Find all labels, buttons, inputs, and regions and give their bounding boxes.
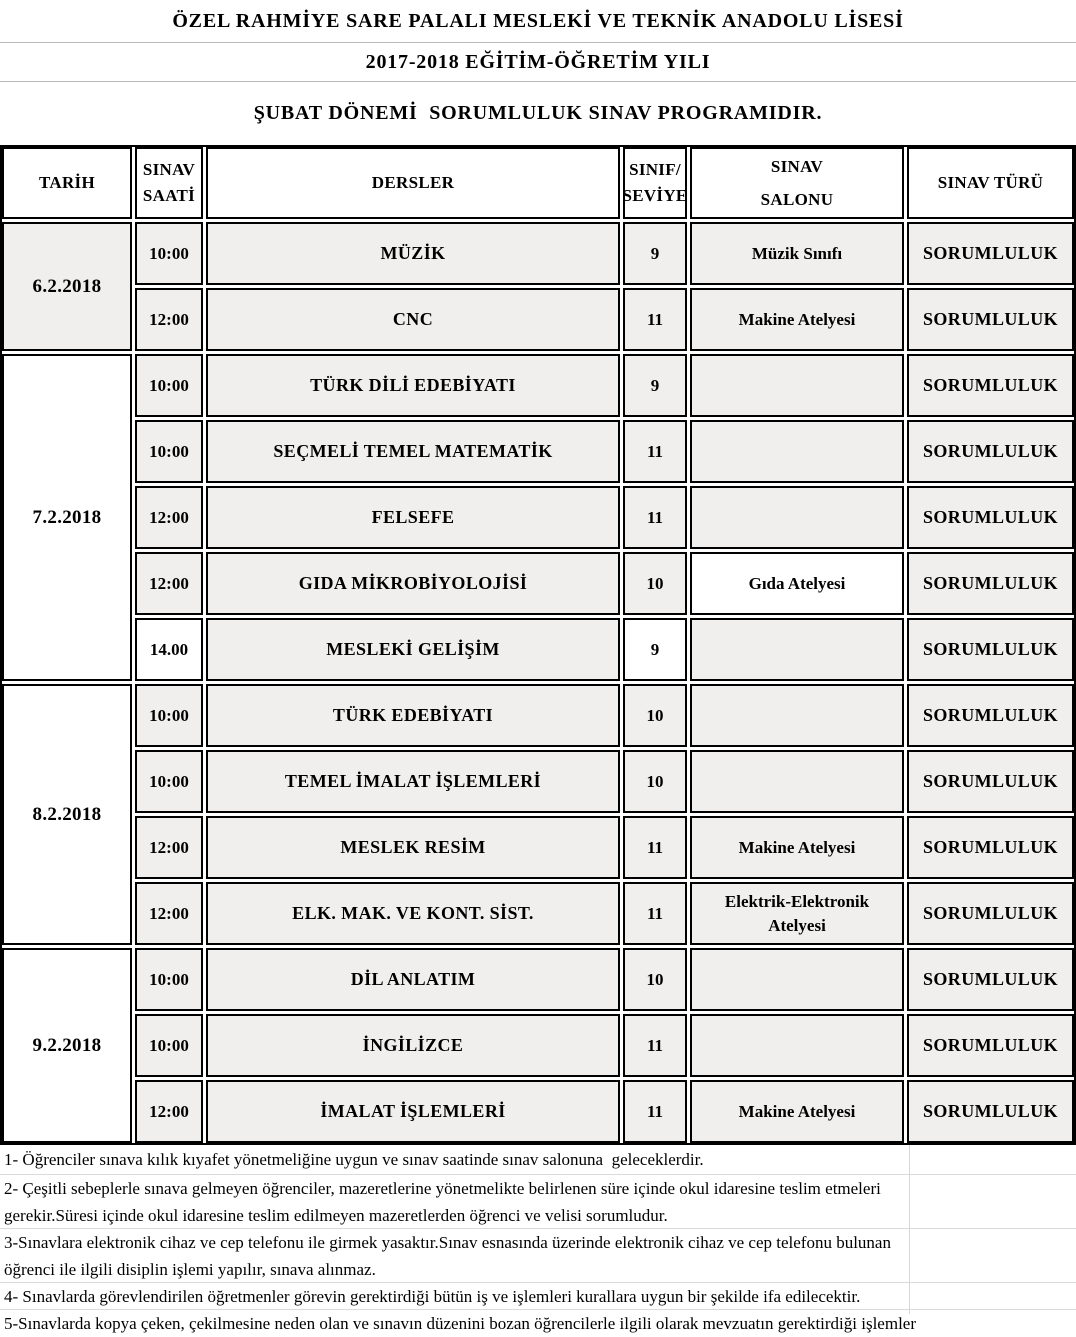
room-cell: Makine Atelyesi xyxy=(690,1080,904,1143)
grade-cell: 10 xyxy=(623,552,687,615)
note-text: 4- Sınavlarda görevlendirilen öğretmenler görevin gerektirdiği bütün iş ve işlemleri kurallara uygun bir şekilde ifa edilecektir. xyxy=(0,1287,863,1306)
exam-type-cell: SORUMLULUK xyxy=(907,552,1074,615)
date-cell: 9.2.2018 xyxy=(2,948,132,1143)
grade-cell: 10 xyxy=(623,750,687,813)
grade-cell: 11 xyxy=(623,1080,687,1143)
exam-type-cell: SORUMLULUK xyxy=(907,684,1074,747)
lesson-cell: MÜZİK xyxy=(206,222,620,285)
grade-cell: 9 xyxy=(623,222,687,285)
program-title-text: ŞUBAT DÖNEMİ SORUMLULUK SINAV PROGRAMIDIR. xyxy=(253,102,823,124)
col-header-sinif xyxy=(623,147,687,219)
school-year-text: 2017-2018 EĞİTİM-ÖĞRETİM YILI xyxy=(365,50,711,73)
exam-schedule-table xyxy=(0,145,1076,1145)
lesson-cell: TÜRK EDEBİYATI xyxy=(206,684,620,747)
date-cell: 6.2.2018 xyxy=(2,222,132,351)
lesson-cell: TÜRK DİLİ EDEBİYATI xyxy=(206,354,620,417)
lesson-cell: DİL ANLATIM xyxy=(206,948,620,1011)
time-cell: 10:00 xyxy=(135,1014,203,1077)
grade-cell: 11 xyxy=(623,420,687,483)
time-cell: 10:00 xyxy=(135,750,203,813)
grade-cell: 11 xyxy=(623,882,687,945)
col-header-saat-line: SINAV xyxy=(142,160,196,179)
col-header-sinif-line: SEVİYE xyxy=(622,186,688,205)
exam-type-cell: SORUMLULUK xyxy=(907,354,1074,417)
col-header-tur-line: SINAV TÜRÜ xyxy=(937,173,1044,192)
exam-type-cell: SORUMLULUK xyxy=(907,420,1074,483)
note-5-line-1 xyxy=(0,1310,1076,1337)
room-cell xyxy=(690,618,904,681)
time-cell: 10:00 xyxy=(135,684,203,747)
room-cell: Gıda Atelyesi xyxy=(690,552,904,615)
date-cell: 8.2.2018 xyxy=(2,684,132,945)
room-cell: Müzik Sınıfı xyxy=(690,222,904,285)
note-3-line-2 xyxy=(0,1256,1076,1283)
col-header-salon xyxy=(690,147,904,219)
note-text: öğrenci ile ilgili disiplin işlemi yapılır, sınava alınmaz. xyxy=(0,1260,379,1279)
col-header-saat-line: SAATİ xyxy=(142,186,196,205)
title-block xyxy=(0,0,1076,145)
date-cell: 7.2.2018 xyxy=(2,354,132,681)
col-header-salon-line: SINAV xyxy=(770,157,824,176)
lesson-cell: FELSEFE xyxy=(206,486,620,549)
col-header-saat xyxy=(135,147,203,219)
room-cell xyxy=(690,948,904,1011)
exam-type-cell: SORUMLULUK xyxy=(907,816,1074,879)
lesson-cell: ELK. MAK. VE KONT. SİST. xyxy=(206,882,620,945)
time-cell: 10:00 xyxy=(135,354,203,417)
col-header-salon-line: SALONU xyxy=(760,190,834,209)
exam-type-cell: SORUMLULUK xyxy=(907,486,1074,549)
time-cell: 12:00 xyxy=(135,1080,203,1143)
note-4-line-1 xyxy=(0,1283,1076,1310)
lesson-cell: GIDA MİKROBİYOLOJİSİ xyxy=(206,552,620,615)
col-header-ders-line: DERSLER xyxy=(371,173,455,192)
exam-type-cell: SORUMLULUK xyxy=(907,222,1074,285)
footnotes xyxy=(0,1145,1076,1333)
lesson-cell: TEMEL İMALAT İŞLEMLERİ xyxy=(206,750,620,813)
grade-cell: 10 xyxy=(623,684,687,747)
time-cell: 10:00 xyxy=(135,420,203,483)
room-cell: Elektrik-Elektronik Atelyesi xyxy=(690,882,904,945)
col-header-tarih-line: TARİH xyxy=(39,173,95,192)
school-name-title xyxy=(0,0,1076,43)
note-1-line-1 xyxy=(0,1145,1076,1175)
school-name-text: ÖZEL RAHMİYE SARE PALALI MESLEKİ VE TEKNİK ANADOLU LİSESİ xyxy=(172,9,904,32)
note-2-line-1 xyxy=(0,1175,1076,1202)
exam-type-cell: SORUMLULUK xyxy=(907,288,1074,351)
grade-cell: 9 xyxy=(623,354,687,417)
grade-cell: 11 xyxy=(623,288,687,351)
time-cell: 12:00 xyxy=(135,816,203,879)
time-cell: 12:00 xyxy=(135,288,203,351)
room-cell: Makine Atelyesi xyxy=(690,288,904,351)
exam-type-cell: SORUMLULUK xyxy=(907,618,1074,681)
grade-cell: 10 xyxy=(623,948,687,1011)
room-cell: Makine Atelyesi xyxy=(690,816,904,879)
grade-cell: 9 xyxy=(623,618,687,681)
note-2-line-2 xyxy=(0,1202,1076,1229)
exam-type-cell: SORUMLULUK xyxy=(907,882,1074,945)
room-cell xyxy=(690,354,904,417)
note-text: 2- Çeşitli sebeplerle sınava gelmeyen öğrenciler, mazeretlerine yönetmelikte belirlenen süre içinde okul idaresine teslim etmeleri xyxy=(0,1179,884,1198)
exam-type-cell: SORUMLULUK xyxy=(907,1014,1074,1077)
time-cell: 12:00 xyxy=(135,552,203,615)
room-cell xyxy=(690,684,904,747)
time-cell: 10:00 xyxy=(135,948,203,1011)
room-cell xyxy=(690,1014,904,1077)
time-cell: 14.00 xyxy=(135,618,203,681)
grade-cell: 11 xyxy=(623,816,687,879)
lesson-cell: CNC xyxy=(206,288,620,351)
time-cell: 12:00 xyxy=(135,486,203,549)
time-cell: 10:00 xyxy=(135,222,203,285)
note-3-line-1 xyxy=(0,1229,1076,1256)
note-text: 1- Öğrenciler sınava kılık kıyafet yönetmeliğine uygun ve sınav saatinde sınav salonuna geleceklerdir. xyxy=(0,1150,707,1169)
room-cell xyxy=(690,486,904,549)
program-title xyxy=(0,82,1076,145)
lesson-cell: İMALAT İŞLEMLERİ xyxy=(206,1080,620,1143)
note-text: gerekir.Süresi içinde okul idaresine teslim edilmeyen mazeretlerden öğrenci ve velisi sorumludur. xyxy=(0,1206,671,1225)
grade-cell: 11 xyxy=(623,1014,687,1077)
col-header-sinif-line: SINIF/ xyxy=(629,160,681,179)
time-cell: 12:00 xyxy=(135,882,203,945)
lesson-cell: MESLEKİ GELİŞİM xyxy=(206,618,620,681)
school-year-title xyxy=(0,43,1076,82)
col-header-tur xyxy=(907,147,1074,219)
note-text: 3-Sınavlara elektronik cihaz ve cep telefonu ile girmek yasaktır.Sınav esnasında üzerinde elektronik cihaz ve cep telefonu bulunan xyxy=(0,1233,894,1252)
room-cell xyxy=(690,420,904,483)
room-cell xyxy=(690,750,904,813)
lesson-cell: SEÇMELİ TEMEL MATEMATİK xyxy=(206,420,620,483)
note-text: 5-Sınavlarda kopya çeken, çekilmesine neden olan ve sınavın düzenini bozan öğrencilerle ilgili olarak mevzuatın gerektirdiği işlemler xyxy=(0,1314,919,1333)
col-header-tarih xyxy=(2,147,132,219)
col-header-ders xyxy=(206,147,620,219)
lesson-cell: İNGİLİZCE xyxy=(206,1014,620,1077)
lesson-cell: MESLEK RESİM xyxy=(206,816,620,879)
exam-type-cell: SORUMLULUK xyxy=(907,750,1074,813)
grade-cell: 11 xyxy=(623,486,687,549)
exam-type-cell: SORUMLULUK xyxy=(907,948,1074,1011)
exam-type-cell: SORUMLULUK xyxy=(907,1080,1074,1143)
